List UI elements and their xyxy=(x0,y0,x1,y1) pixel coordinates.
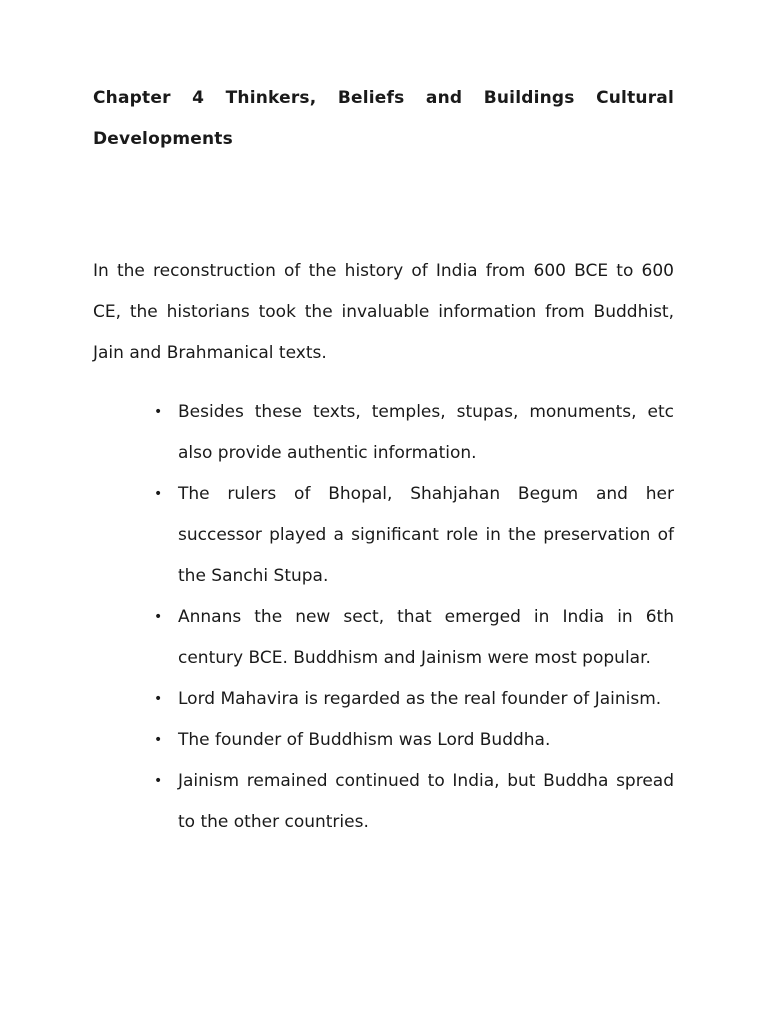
list-item-text: The founder of Buddhism was Lord Buddha. xyxy=(178,730,551,750)
bullet-icon: • xyxy=(154,486,163,502)
bullet-icon: • xyxy=(154,732,163,748)
bullet-icon: • xyxy=(154,691,163,707)
list-item-text: Lord Mahavira is regarded as the real founder of Jainism. xyxy=(178,689,662,709)
list-item xyxy=(93,474,674,597)
list-item-text: The rulers of Bhopal, Shahjahan Begum and her successor played a significant role in the preservation of the Sanchi Stupa. xyxy=(178,484,674,586)
bullet-icon: • xyxy=(154,609,163,625)
list-item xyxy=(93,597,674,679)
list-item xyxy=(93,720,674,761)
intro-paragraph: In the reconstruction of the history of India from 600 BCE to 600 CE, the historians took the invaluable information from Buddhist, Jain and Brahmanical texts. xyxy=(93,261,674,363)
bullet-icon: • xyxy=(154,404,163,420)
list-item-text: Besides these texts, temples, stupas, monuments, etc also provide authentic information. xyxy=(178,402,674,463)
bullet-list xyxy=(93,392,674,843)
list-item xyxy=(93,761,674,843)
list-item-text: Annans the new sect, that emerged in India in 6th century BCE. Buddhism and Jainism were most popular. xyxy=(178,607,674,668)
document-page xyxy=(93,78,674,843)
list-item-text: Jainism remained continued to India, but Buddha spread to the other countries. xyxy=(178,771,674,832)
chapter-title: Chapter 4 Thinkers, Beliefs and Buildings Cultural Developments xyxy=(93,88,674,149)
list-item xyxy=(93,679,674,720)
bullet-icon: • xyxy=(154,773,163,789)
list-item xyxy=(93,392,674,474)
